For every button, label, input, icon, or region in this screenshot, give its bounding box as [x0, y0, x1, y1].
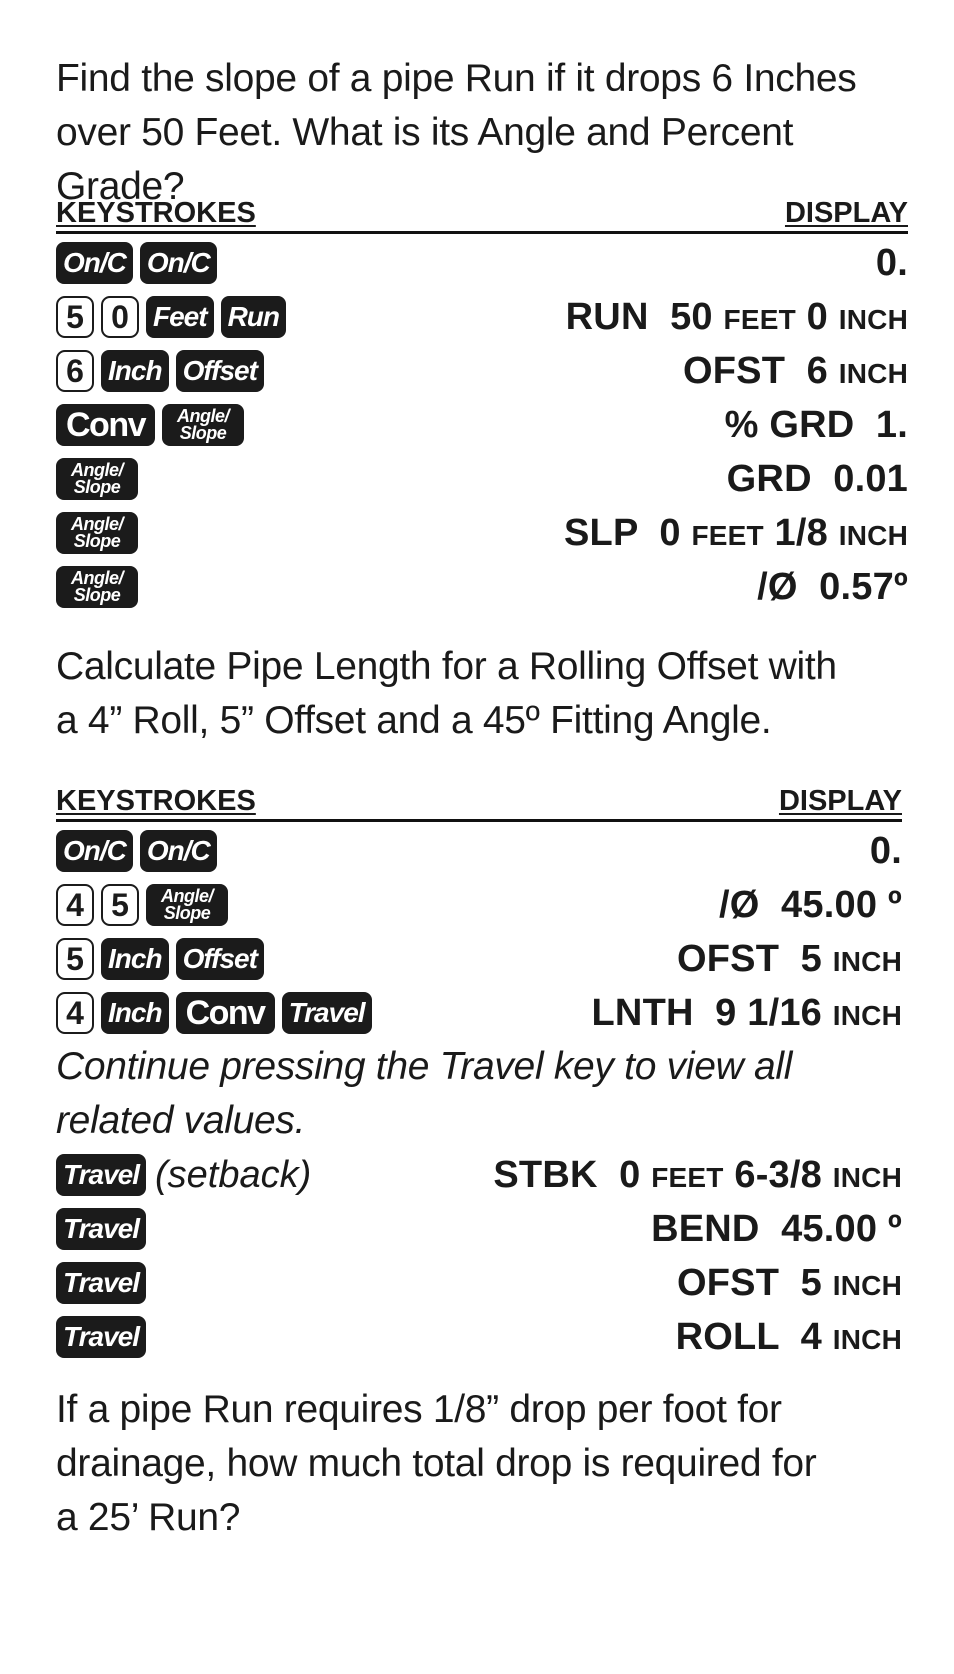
- keystroke-row: [56, 344, 908, 398]
- example2-table: [56, 786, 902, 1364]
- question-line: a 25’ Run?: [56, 1496, 241, 1539]
- conv-key[interactable]: Conv: [176, 992, 275, 1034]
- on-c-key[interactable]: On/C: [56, 242, 133, 284]
- travel-key[interactable]: Travel: [56, 1154, 146, 1196]
- keystroke-row: [56, 986, 902, 1040]
- display-value: /Ø 45.00 º: [719, 883, 902, 926]
- keystroke-row: [56, 932, 902, 986]
- example1-question: [56, 52, 908, 214]
- display-value: 0.: [869, 829, 902, 872]
- display-header: DISPLAY: [778, 785, 902, 817]
- display-value: % GRD 1.: [724, 403, 908, 446]
- angle-slope-key[interactable]: Angle/ Slope: [56, 566, 138, 608]
- display-value: SLP 0 FEET 1/8 INCH: [564, 511, 908, 554]
- digit-5-key[interactable]: 5: [56, 296, 94, 338]
- question-line: Find the slope of a pipe Run if it drops 6 Inches: [56, 57, 857, 100]
- angle-slope-key[interactable]: Angle/ Slope: [162, 404, 244, 446]
- keystroke-row: [56, 452, 908, 506]
- question-line: If a pipe Run requires 1/8” drop per foot for: [56, 1388, 782, 1431]
- on-c-key[interactable]: On/C: [140, 830, 217, 872]
- digit-6-key[interactable]: 6: [56, 350, 94, 392]
- digit-4-key[interactable]: 4: [56, 884, 94, 926]
- angle-slope-key[interactable]: Angle/ Slope: [56, 512, 138, 554]
- on-c-key[interactable]: On/C: [56, 830, 133, 872]
- offset-key[interactable]: Offset: [176, 350, 264, 392]
- travel-note: Continue pressing the Travel key to view all related values.: [56, 1045, 793, 1142]
- conv-key[interactable]: Conv: [56, 404, 155, 446]
- travel-key[interactable]: Travel: [56, 1208, 146, 1250]
- inch-key[interactable]: Inch: [101, 350, 169, 392]
- display-value: RUN 50 FEET 0 INCH: [565, 295, 908, 338]
- keystroke-row: [56, 1256, 902, 1310]
- table-header: [56, 198, 908, 234]
- question-line: over 50 Feet. What is its Angle and Percent Grade?: [56, 111, 794, 208]
- digit-5-key[interactable]: 5: [56, 938, 94, 980]
- digit-4-key[interactable]: 4: [56, 992, 94, 1034]
- digit-5-key[interactable]: 5: [101, 884, 139, 926]
- keystroke-row: [56, 560, 908, 614]
- inch-key[interactable]: Inch: [101, 992, 169, 1034]
- angle-slope-key[interactable]: Angle/ Slope: [146, 884, 228, 926]
- keystroke-row: [56, 824, 902, 878]
- keystrokes-header: KEYSTROKES: [56, 785, 256, 817]
- inch-key[interactable]: Inch: [101, 938, 169, 980]
- display-value: ROLL 4 INCH: [675, 1315, 902, 1358]
- keystroke-row: [56, 1310, 902, 1364]
- on-c-key[interactable]: On/C: [140, 242, 217, 284]
- example2-question: [56, 640, 908, 748]
- run-key[interactable]: Run: [221, 296, 286, 338]
- display-value: 0.: [875, 241, 908, 284]
- travel-key[interactable]: Travel: [282, 992, 372, 1034]
- question-line: Calculate Pipe Length for a Rolling Offset with: [56, 645, 837, 688]
- keystroke-row: [56, 1148, 902, 1202]
- angle-slope-key[interactable]: Angle/ Slope: [56, 458, 138, 500]
- travel-key[interactable]: Travel: [56, 1316, 146, 1358]
- question-line: a 4” Roll, 5” Offset and a 45º Fitting Angle.: [56, 699, 772, 742]
- keystroke-row: [56, 236, 908, 290]
- display-value: GRD 0.01: [726, 457, 908, 500]
- keystroke-row: [56, 1202, 902, 1256]
- feet-key[interactable]: Feet: [146, 296, 214, 338]
- question-line: drainage, how much total drop is required for: [56, 1442, 817, 1485]
- keystrokes-header: KEYSTROKES: [56, 197, 256, 229]
- example1-table: [56, 198, 908, 614]
- display-value: OFST 6 INCH: [683, 349, 908, 392]
- display-value: OFST 5 INCH: [677, 1261, 902, 1304]
- keystroke-row: [56, 398, 908, 452]
- display-value: STBK 0 FEET 6-3/8 INCH: [493, 1153, 902, 1196]
- keystroke-row: [56, 878, 902, 932]
- travel-key[interactable]: Travel: [56, 1262, 146, 1304]
- display-value: LNTH 9 1/16 INCH: [591, 991, 902, 1034]
- display-value: /Ø 0.57º: [757, 565, 908, 608]
- example3-question: [56, 1383, 908, 1545]
- digit-0-key[interactable]: 0: [101, 296, 139, 338]
- keystroke-row: [56, 506, 908, 560]
- setback-label: (setback): [155, 1153, 312, 1196]
- display-value: OFST 5 INCH: [677, 937, 902, 980]
- table-header: [56, 786, 902, 822]
- display-value: BEND 45.00 º: [651, 1207, 902, 1250]
- keystroke-row: [56, 290, 908, 344]
- offset-key[interactable]: Offset: [176, 938, 264, 980]
- display-header: DISPLAY: [784, 197, 908, 229]
